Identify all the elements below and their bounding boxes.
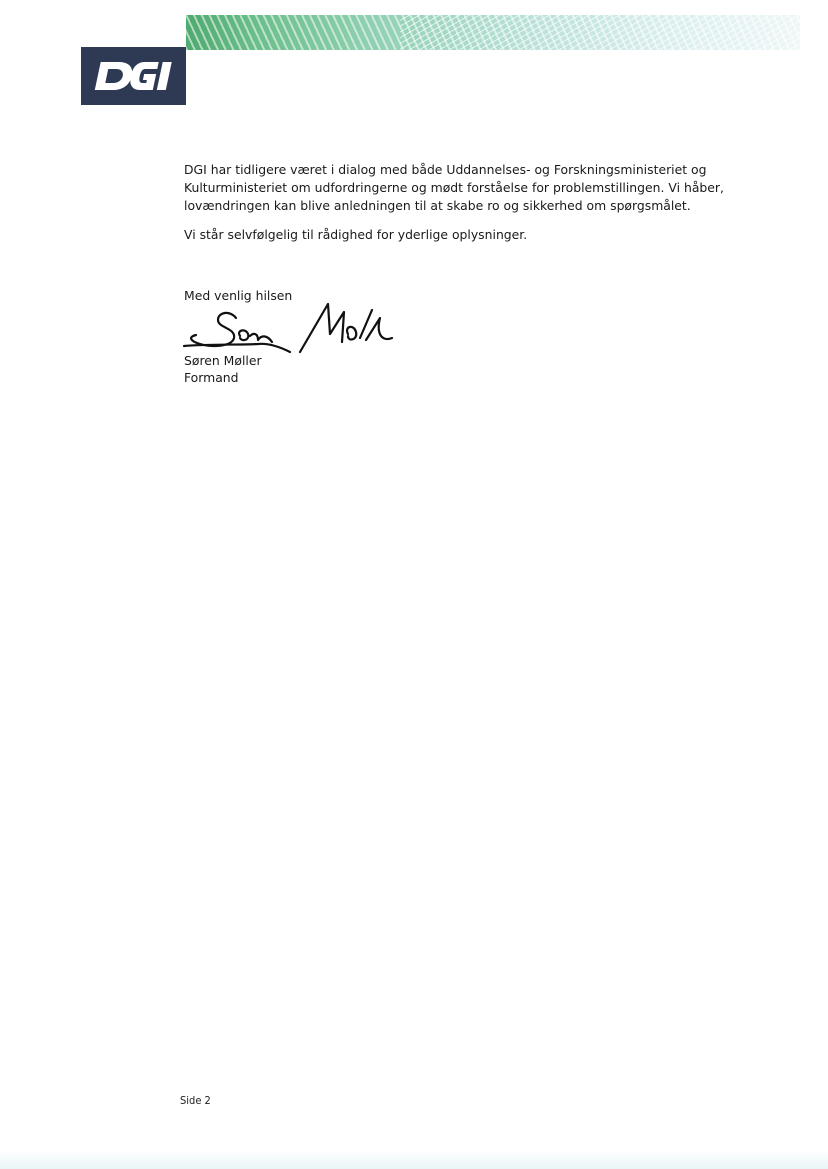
handwritten-signature	[178, 290, 398, 356]
paragraph-1-line-1: DGI har tidligere været i dialog med både Uddannelses- og Forskningsministeriet og	[184, 162, 707, 177]
bottom-edge-tint	[0, 1150, 828, 1169]
page-number: Side 2	[180, 1094, 211, 1107]
letter-closing: Med venlig hilsen	[184, 288, 293, 303]
dgi-logo-mark	[90, 56, 178, 96]
letter-paragraph-1	[184, 161, 724, 215]
paragraph-1-line-2: Kulturministeriet om udfordringerne og mødt forståelse for problemstillingen. Vi håber,	[184, 180, 724, 195]
signer-name: Søren Møller	[184, 353, 262, 368]
dgi-logo	[81, 47, 186, 105]
letter-paragraph-2: Vi står selvfølgelig til rådighed for yderlige oplysninger.	[184, 227, 528, 242]
header-stripe-pattern	[400, 15, 800, 50]
signer-title: Formand	[184, 370, 239, 385]
paragraph-1-line-3: lovændringen kan blive anledningen til at skabe ro og sikkerhed om spørgsmålet.	[184, 198, 691, 213]
